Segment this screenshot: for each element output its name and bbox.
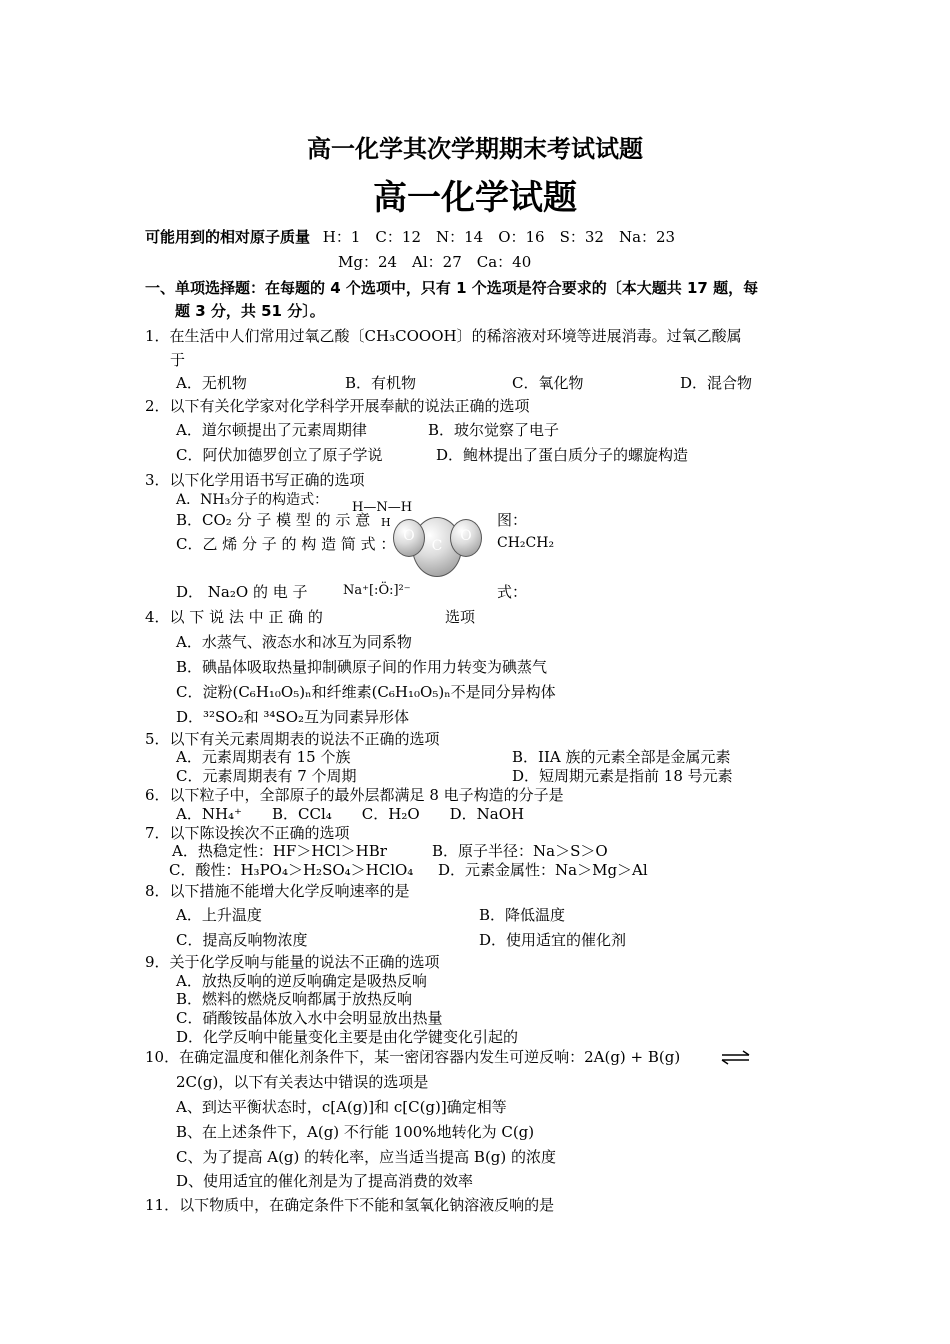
q9-stem: 9．关于化学反响与能量的说法不正确的选项 — [145, 953, 440, 971]
q8-option-d: D．使用适宜的催化剂 — [479, 931, 627, 949]
q10-stem-cont: 2C(g)，以下有关表达中错误的选项是 — [176, 1073, 429, 1091]
q6-stem: 6．以下粒子中，全部原子的最外层都满足 8 电子构造的分子是 — [145, 786, 564, 804]
q4-option-a: A．水蒸气、液态水和冰互为同系物 — [176, 633, 412, 651]
q4-option-d: D．³²SO₂和 ³⁴SO₂互为同素异形体 — [176, 708, 410, 726]
q1-option-a: A．无机物 — [176, 374, 247, 392]
section1-heading-2: 题 3 分，共 51 分〕。 — [175, 302, 325, 320]
q2-option-d: D．鲍林提出了蛋白质分子的螺旋构造 — [436, 446, 689, 464]
q9-option-d: D．化学反响中能量变化主要是由化学键变化引起的 — [176, 1028, 519, 1046]
q2-option-a: A．道尔顿提出了元素周期律 — [176, 421, 367, 439]
q8-option-a: A．上升温度 — [176, 906, 262, 924]
q1-option-b: B．有机物 — [345, 374, 417, 392]
q5-option-b: B．IIA 族的元素全部是金属元素 — [512, 748, 731, 766]
q1-stem: 1．在生活中人们常用过氧乙酸〔CH₃COOOH〕的稀溶液对环境等进展消毒。过氧乙酸属 — [145, 327, 742, 345]
q3-nh3-formula: H—N—H — [352, 500, 413, 515]
q4-stem-end: 选项 — [445, 608, 476, 626]
q4-stem: 4．以 下 说 法 中 正 确 的 — [145, 608, 323, 626]
q3-stem: 3．以下化学用语书写正确的选项 — [145, 471, 365, 489]
q2-stem: 2．以下有关化学家对化学科学开展奉献的说法正确的选项 — [145, 397, 530, 415]
q2-option-b: B．玻尔觉察了电子 — [428, 421, 560, 439]
q10-option-d: D、使用适宜的催化剂是为了提高消费的效率 — [176, 1172, 474, 1190]
q7-option-a: A．热稳定性：HF＞HCl＞HBr — [172, 842, 387, 860]
q1-option-c: C．氧化物 — [512, 374, 584, 392]
q10-option-c: C、为了提高 A(g) 的转化率，应当适当提高 B(g) 的浓度 — [176, 1148, 557, 1166]
q7-stem: 7．以下陈设挨次不正确的选项 — [145, 824, 350, 842]
q3-option-a: A．NH₃分子的构造式： — [176, 492, 329, 508]
q10-stem: 10．在确定温度和催化剂条件下，某一密闭容器内发生可逆反响：2A(g) + B(g) — [145, 1048, 681, 1066]
q7-option-b: B．原子半径：Na＞S＞O — [432, 842, 608, 860]
exam-title: 高一化学其次学期期末考试试题 — [307, 135, 643, 163]
q5-option-d: D．短周期元素是指前 18 号元素 — [512, 767, 733, 785]
q5-option-c: C．元素周期表有 7 个周期 — [176, 767, 357, 785]
oxygen-atom-right — [450, 519, 482, 557]
oxygen-label-left: O — [403, 528, 415, 544]
q3-option-d-end: 式： — [497, 583, 528, 601]
q9-option-b: B．燃料的燃烧反响都属于放热反响 — [176, 990, 413, 1008]
oxygen-label-right: O — [460, 528, 472, 544]
masses-line1 — [145, 228, 675, 246]
oxygen-atom-left — [393, 519, 425, 557]
q9-option-a: A．放热反响的逆反响确定是吸热反响 — [176, 972, 427, 990]
masses-label: 可能用到的相对原子质量 — [145, 228, 311, 246]
q8-option-c: C．提高反响物浓度 — [176, 931, 308, 949]
q5-stem: 5．以下有关元素周期表的说法不正确的选项 — [145, 730, 440, 748]
q8-stem: 8．以下措施不能增大化学反响速率的是 — [145, 882, 410, 900]
q10-option-b: B、在上述条件下，A(g) 不行能 100%地转化为 C(g) — [176, 1123, 535, 1141]
q2-option-c: C．阿伏加德罗创立了原子学说 — [176, 446, 383, 464]
exam-subtitle: 高一化学试题 — [373, 178, 577, 218]
q3-option-c: C．乙 烯 分 子 的 构 造 简 式 ： — [176, 535, 396, 553]
carbon-atom-label: C — [431, 538, 443, 554]
q9-option-c: C．硝酸铵晶体放入水中会明显放出热量 — [176, 1009, 443, 1027]
section1-heading-1: 一、单项选择题：在每题的 4 个选项中，只有 1 个选项是符合要求的〔本大题共 17 题，每 — [145, 279, 759, 297]
q8-option-b: B．降低温度 — [479, 906, 566, 924]
q4-option-b: B．碘晶体吸取热量抑制碘原子间的作用力转变为碘蒸气 — [176, 658, 548, 676]
masses-values-1: H：1 C：12 N：14 O：16 S：32 Na：23 — [322, 228, 676, 246]
reversible-arrow-icon — [721, 1050, 751, 1066]
q3-na2o-formula: Na⁺[:Ö:]²⁻ — [343, 583, 411, 598]
q1-stem-cont: 于 — [170, 351, 186, 369]
q3-option-b-end: 图： — [497, 511, 528, 529]
q7-option-c: C．酸性：H₃PO₄＞H₂SO₄＞HClO₄ — [169, 861, 414, 879]
q3-option-d: D． Na₂O 的 电 子 — [176, 583, 308, 601]
q3-option-b: B．CO₂ 分 子 模 型 的 示 意 — [176, 511, 371, 529]
q10-option-a: A、到达平衡状态时，c[A(g)]和 c[C(g)]确定相等 — [176, 1098, 507, 1116]
masses-values-2: Mg：24 Al：27 Ca：40 — [338, 253, 532, 271]
q5-option-a: A．元素周期表有 15 个族 — [176, 748, 351, 766]
q7-option-d: D．元素金属性：Na＞Mg＞Al — [438, 861, 648, 879]
q6-options: A．NH₄⁺ B．CCl₄ C．H₂O D．NaOH — [176, 805, 525, 823]
q11-stem: 11．以下物质中，在确定条件下不能和氢氧化钠溶液反响的是 — [145, 1196, 555, 1214]
q3-option-c-end: CH₂CH₂ — [497, 535, 555, 551]
q3-nh3-h: H — [381, 516, 391, 529]
q4-option-c: C．淀粉(C₆H₁₀O₅)ₙ和纤维素(C₆H₁₀O₅)ₙ不是同分异构体 — [176, 683, 556, 701]
q1-option-d: D．混合物 — [680, 374, 753, 392]
